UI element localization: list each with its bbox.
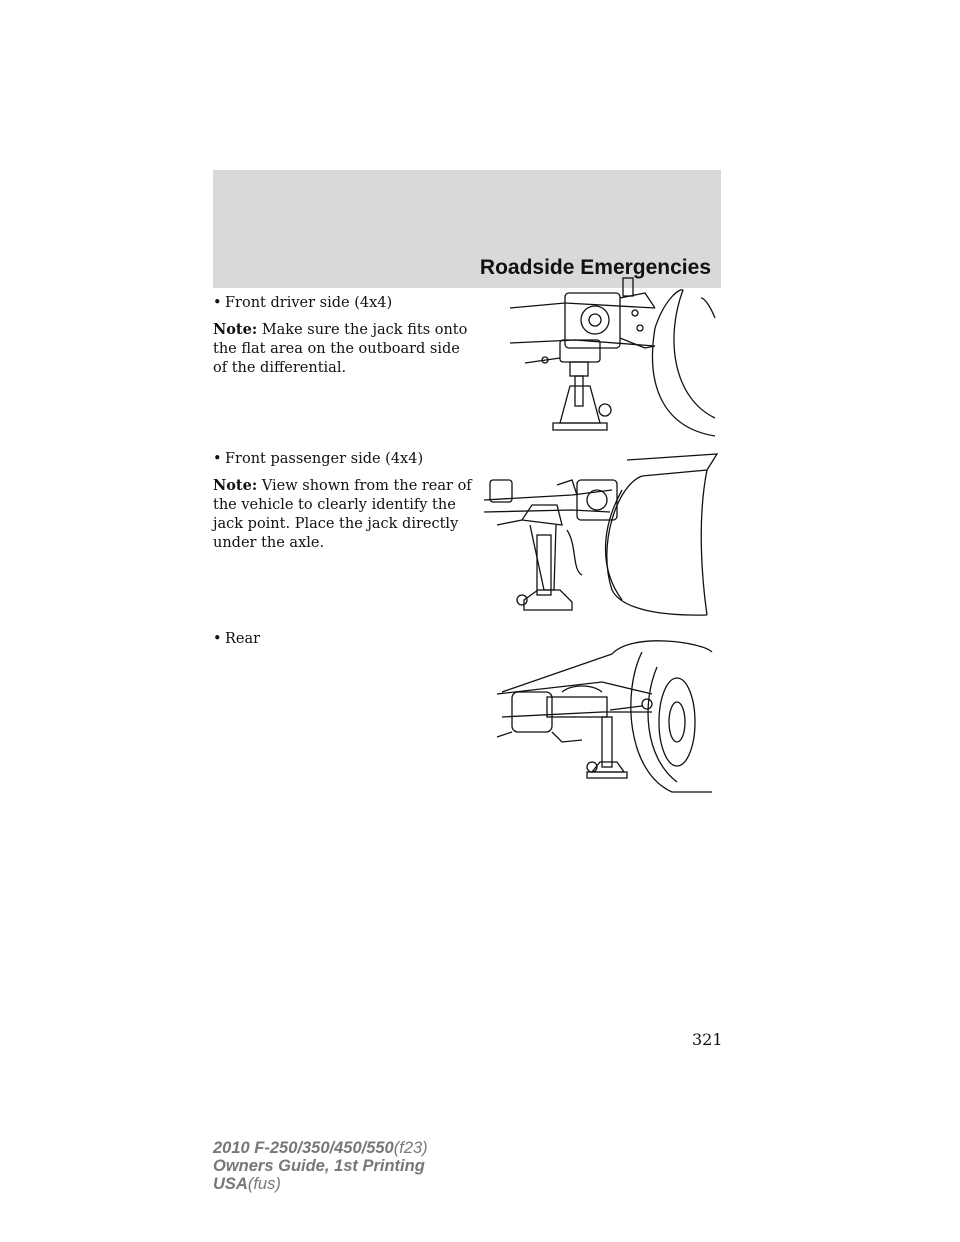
rear-jack-illustration [492, 632, 714, 800]
item-label: Front passenger side (4x4) [225, 451, 424, 467]
item-label: Front driver side (4x4) [225, 295, 393, 311]
note-text: Make sure the jack fits onto the flat area on the outboard side of the differential. [213, 322, 468, 376]
footer-model-code: (f23) [393, 1139, 428, 1157]
footer-model: 2010 F-250/350/450/550 [213, 1139, 394, 1157]
note-label: Note: [213, 321, 258, 338]
section-title: Roadside Emergencies [479, 256, 711, 279]
item-label: Rear [225, 631, 261, 647]
jack-point-item-front-passenger [213, 450, 475, 553]
front-passenger-jack-illustration [482, 450, 720, 618]
note-text: View shown from the rear of the vehicle to clearly identify the jack point. Place the jack directly under the axle. [213, 478, 472, 551]
document-footer [213, 1139, 428, 1193]
footer-market-code: (fus) [247, 1175, 281, 1193]
front-driver-jack-illustration [505, 268, 720, 438]
note [213, 320, 475, 378]
note-label: Note: [213, 477, 258, 494]
jack-point-item-front-driver [213, 294, 475, 378]
bullet: • [213, 451, 222, 467]
footer-guide: Owners Guide, 1st Printing [213, 1157, 425, 1175]
footer-market: USA [213, 1175, 248, 1193]
note [213, 476, 475, 553]
bullet: • [213, 295, 222, 311]
bullet: • [213, 631, 222, 647]
page-number: 321 [692, 1030, 723, 1049]
jack-point-item-rear [213, 630, 475, 649]
